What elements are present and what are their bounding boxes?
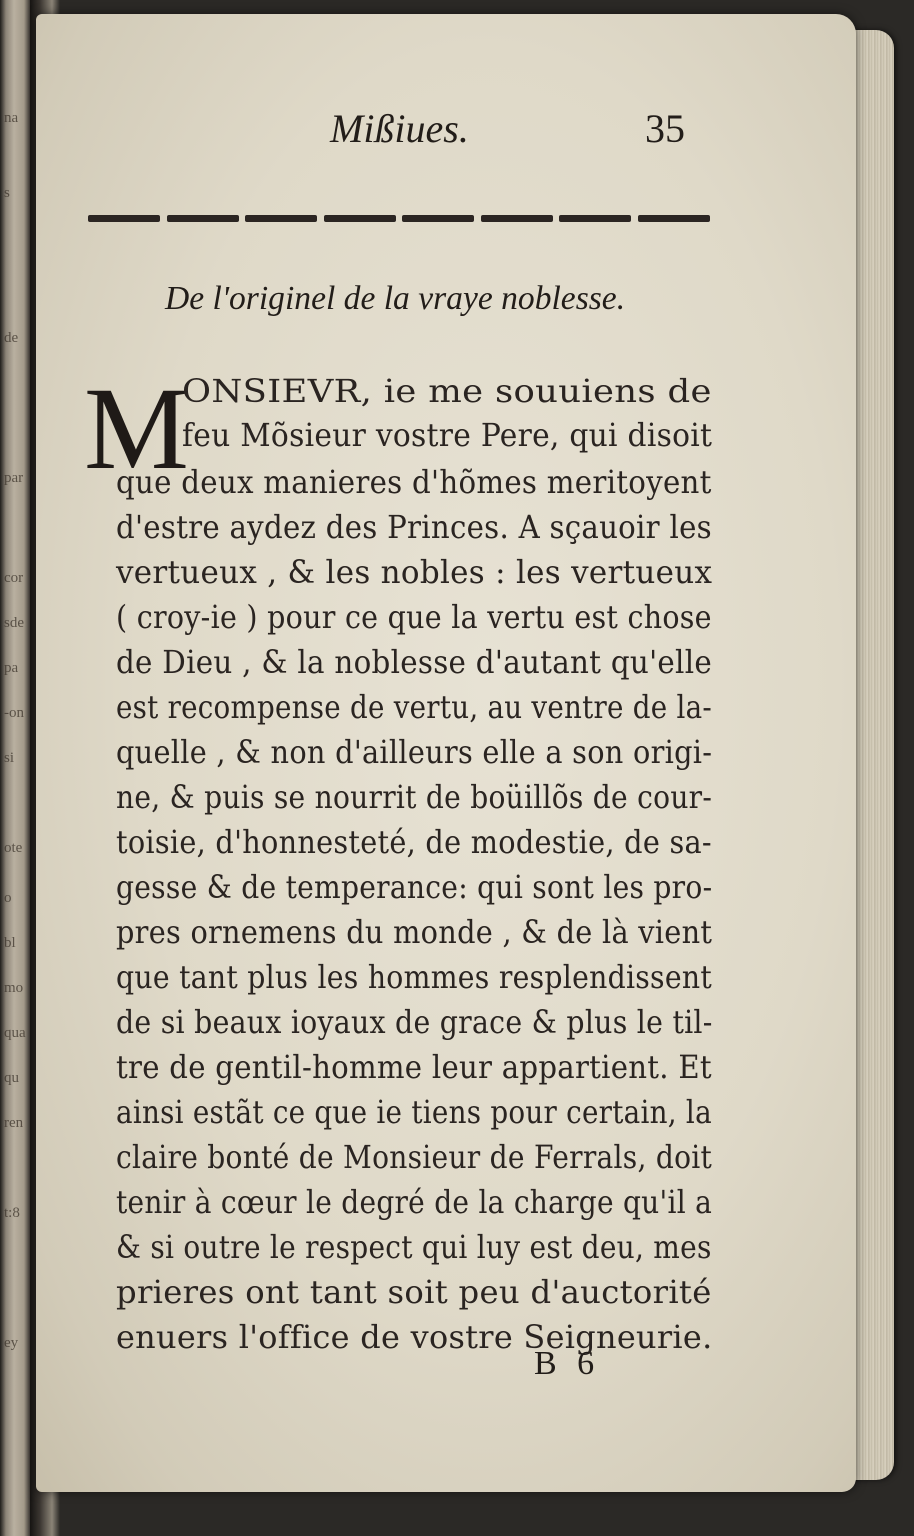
body-line: quelle , & non d'ailleurs elle a son origi- — [116, 733, 713, 771]
drop-cap: M — [84, 363, 189, 494]
body-line: ne, & puis se nourrit de boüillõs de cour- — [116, 778, 713, 816]
body-line: pres ornemens du monde , & de là vient — [116, 913, 713, 951]
body-line: que deux manieres d'hõmes meritoyent — [116, 463, 712, 501]
body-line: de Dieu , & la noblesse d'autant qu'elle — [116, 643, 713, 681]
facing-page-fragment: s — [4, 185, 10, 201]
facing-page-fragment: si — [4, 750, 15, 766]
body-line: toisie, d'honnesteté, de modestie, de sa- — [116, 823, 712, 861]
rule-segment — [481, 215, 553, 222]
facing-page-fragment: o — [4, 890, 12, 906]
running-head: Mißiues. — [330, 106, 469, 151]
facing-page-fragment: ote — [4, 840, 23, 856]
body-line: que tant plus les hommes resplendissent — [116, 958, 712, 996]
rule-segment — [245, 215, 317, 222]
body-line: ainsi estãt ce que ie tiens pour certain, la — [116, 1093, 712, 1131]
facing-page-fragment: cor — [4, 570, 24, 586]
facing-page-fragment: ren — [4, 1115, 24, 1131]
rule-segment — [638, 215, 710, 222]
body-line: prieres ont tant soit peu d'auctorité — [116, 1273, 712, 1311]
rule-segment — [88, 215, 160, 222]
facing-page-fragment: pa — [4, 660, 19, 676]
body-line: de si beaux ioyaux de grace & plus le til- — [116, 1003, 713, 1041]
body-line: & si outre le respect qui luy est deu, mes — [116, 1228, 712, 1266]
facing-page-fragment: qua — [4, 1025, 26, 1041]
body-line: tenir à cœur le degré de la charge qu'il a — [116, 1183, 713, 1221]
header-rule — [88, 212, 710, 224]
facing-page-fragment: na — [4, 110, 19, 126]
rule-segment — [324, 215, 396, 222]
body-line: ( croy-ie ) pour ce que la vertu est chose — [116, 598, 712, 636]
body-line: feu Mõsieur vostre Pere, qui disoit — [182, 416, 713, 454]
body-line: enuers l'office de vostre Seigneurie. — [116, 1318, 713, 1356]
body-line: claire bonté de Monsieur de Ferrals, doit — [116, 1138, 713, 1176]
facing-page-fragment: mo — [4, 980, 24, 996]
page-number: 35 — [645, 106, 685, 151]
body-line: gesse & de temperance: qui sont les pro- — [116, 868, 713, 906]
body-line: vertueux , & les nobles : les vertueux — [116, 553, 713, 591]
facing-page-edge — [0, 0, 30, 1536]
facing-page-fragment: t:8 — [4, 1205, 20, 1221]
body-line: est recompense de vertu, au ventre de la- — [116, 688, 712, 726]
body-line: tre de gentil-homme leur appartient. Et — [116, 1048, 712, 1086]
facing-page-fragment: de — [4, 330, 19, 346]
facing-page-fragment: par — [4, 470, 24, 486]
rule-segment — [402, 215, 474, 222]
facing-page-fragment: qu — [4, 1070, 19, 1086]
facing-page-fragment: bl — [4, 935, 16, 951]
facing-page-fragment: sde — [4, 615, 24, 631]
rule-segment — [559, 215, 631, 222]
facing-page-fragment: ey — [4, 1335, 19, 1351]
signature-mark: B 6 — [534, 1345, 601, 1382]
letter-title: De l'originel de la vraye noblesse. — [165, 280, 626, 317]
facing-page-fragment: -on — [4, 705, 24, 721]
body-line: ONSIEVR, ie me souuiens de — [182, 372, 712, 410]
rule-segment — [167, 215, 239, 222]
body-line: d'estre aydez des Princes. A sçauoir les — [116, 508, 712, 546]
